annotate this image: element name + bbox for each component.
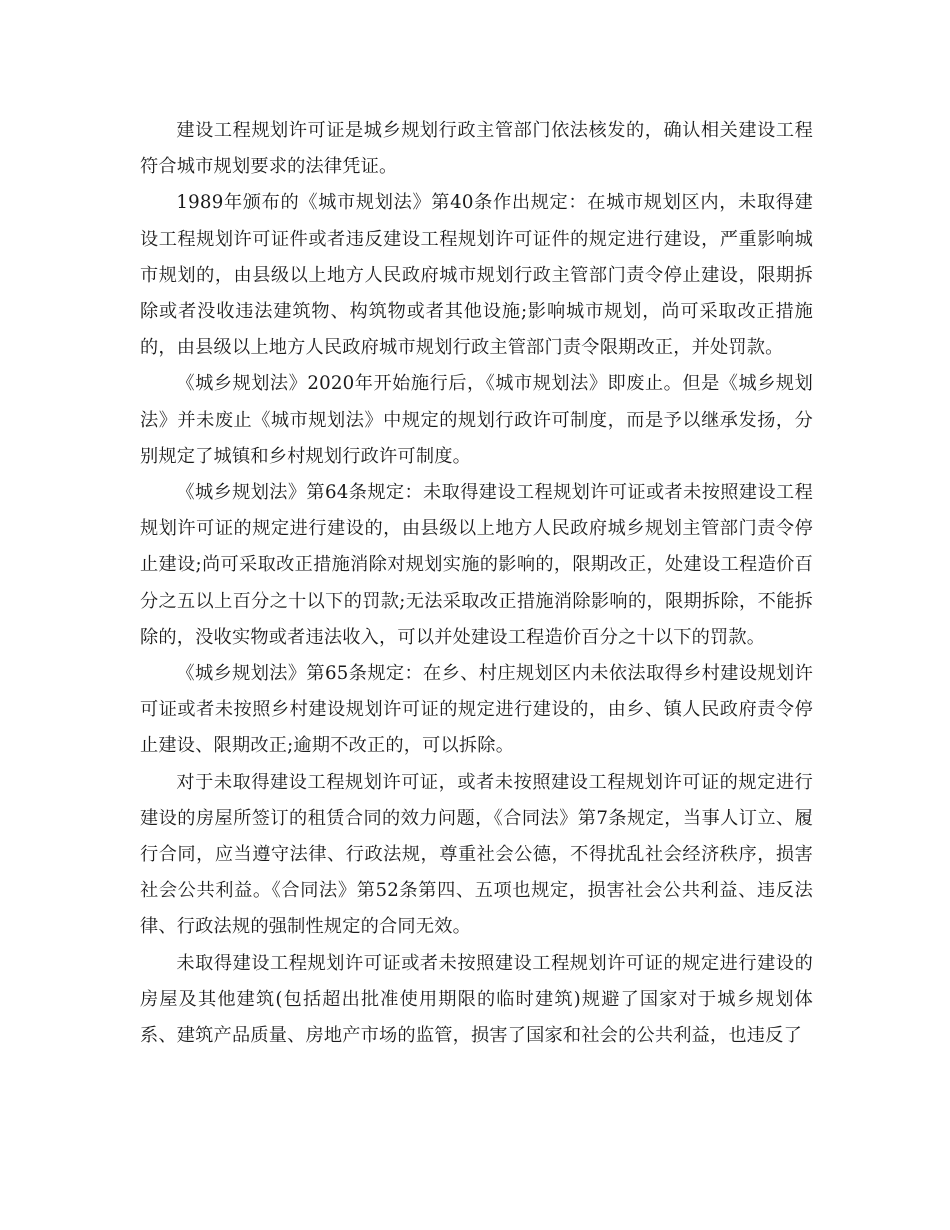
- document-body: [140, 113, 813, 1054]
- paragraph-4: 《城乡规划法》第64条规定：未取得建设工程规划许可证或者未按照建设工程规划许可证的规定进行建设的，由县级以上地方人民政府城乡规划主管部门责令停止建设;尚可采取改正措施消除对规划实施的影响的，限期改正，处建设工程造价百分之五以上百分之十以下的罚款;无法采取改正措施消除影响的，限期拆除，不能拆除的，没收实物或者违法收入，可以并处建设工程造价百分之十以下的罚款。: [140, 482, 813, 648]
- paragraph-3: 《城乡规划法》2020年开始施行后，《城市规划法》即废止。但是《城乡规划法》并未废止《城市规划法》中规定的规划行政许可制度，而是予以继承发扬，分别规定了城镇和乡村规划行政许可制度。: [140, 373, 813, 467]
- paragraph-7: 未取得建设工程规划许可证或者未按照建设工程规划许可证的规定进行建设的房屋及其他建筑(包括超出批准使用期限的临时建筑)规避了国家对于城乡规划体系、建筑产品质量、房地产市场的监管，损害了国家和社会的公共利益，也违反了: [140, 952, 813, 1047]
- paragraph-5: 《城乡规划法》第65条规定：在乡、村庄规划区内未依法取得乡村建设规划许可证或者未按照乡村建设规划许可证的规定进行建设的，由乡、镇人民政府责令停止建设、限期改正;逾期不改正的，可以拆除。: [140, 663, 813, 757]
- paragraph-2: 1989年颁布的《城市规划法》第40条作出规定：在城市规划区内，未取得建设工程规划许可证件或者违反建设工程规划许可证件的规定进行建设，严重影响城市规划的，由县级以上地方人民政府城市规划行政主管部门责令停止建设，限期拆除或者没收违法建筑物、构筑物或者其他设施;影响城市规划，尚可采取改正措施的，由县级以上地方人民政府城市规划行政主管部门责令限期改正，并处罚款。: [140, 192, 813, 359]
- paragraph-6: 对于未取得建设工程规划许可证，或者未按照建设工程规划许可证的规定进行建设的房屋所签订的租赁合同的效力问题，《合同法》第7条规定，当事人订立、履行合同，应当遵守法律、行政法规，尊重社会公德，不得扰乱社会经济秩序，损害社会公共利益。《合同法》第52条第四、五项也规定，损害社会公共利益、违反法律、行政法规的强制性规定的合同无效。: [140, 771, 813, 938]
- paragraph-1: 建设工程规划许可证是城乡规划行政主管部门依法核发的，确认相关建设工程符合城市规划要求的法律凭证。: [140, 120, 813, 178]
